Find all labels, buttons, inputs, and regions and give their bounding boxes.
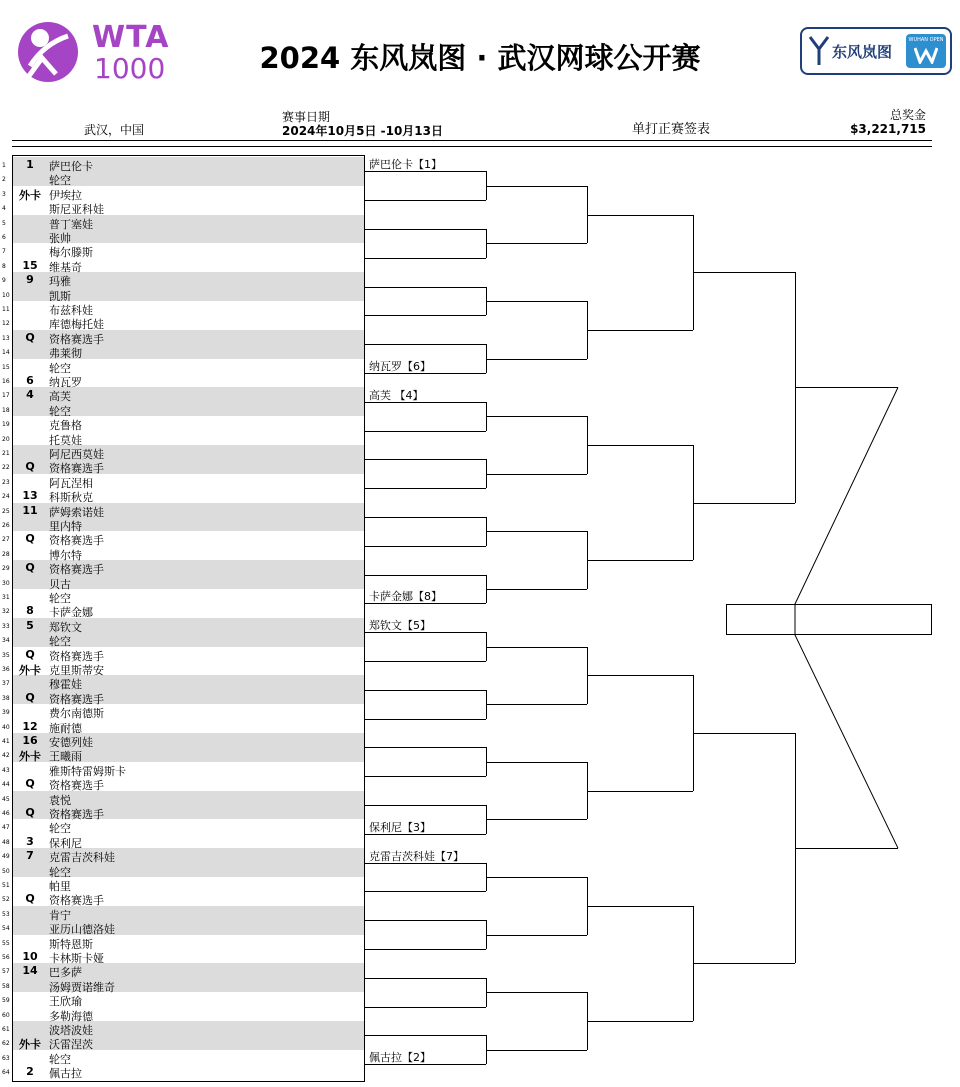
player-name: 卡萨金娜: [49, 606, 93, 620]
player-name: 克鲁格: [49, 419, 82, 433]
draw-position: 24: [2, 493, 10, 501]
wta-logo-level: 1000: [94, 52, 166, 85]
draw-type: 单打正赛签表: [632, 122, 711, 137]
draw-position: 47: [2, 824, 10, 832]
player-name: 安德列娃: [49, 736, 93, 749]
draw-position: 25: [2, 507, 10, 515]
player-name: 里内特: [49, 520, 82, 533]
draw-position: 8: [2, 262, 6, 270]
r2-player-label: 纳瓦罗【6】: [369, 360, 431, 373]
event-dates-label: 赛事日期: [282, 110, 331, 124]
draw-position: 57: [2, 968, 10, 976]
player-name: 玛雅: [49, 275, 71, 289]
seed-label: 外卡: [19, 188, 41, 202]
seed-label: 16: [22, 734, 38, 747]
seed-label: Q: [25, 806, 35, 819]
player-name: 高芙: [49, 390, 71, 404]
seed-label: 5: [26, 618, 34, 632]
draw-position: 6: [2, 234, 6, 241]
player-name: 资格赛选手: [49, 332, 104, 346]
seed-label: Q: [25, 532, 35, 546]
draw-position: 2: [2, 176, 6, 184]
player-name: 轮空: [49, 822, 71, 836]
draw-position: 14: [2, 349, 10, 357]
draw-position: 5: [2, 219, 6, 227]
draw-position: 55: [2, 939, 10, 947]
player-name: 阿尼西莫娃: [49, 448, 104, 461]
draw-position: 15: [2, 363, 10, 371]
draw-position: 35: [2, 651, 10, 659]
draw-position: 40: [2, 723, 10, 731]
champion-box: [726, 604, 932, 635]
draw-position: 49: [2, 853, 10, 861]
player-name: 资格赛选手: [49, 894, 104, 908]
draw-position: 60: [2, 1011, 10, 1019]
draw-position: 16: [2, 378, 10, 385]
draw-position: 7: [2, 248, 6, 256]
seed-label: 7: [26, 849, 34, 863]
player-name: 轮空: [49, 174, 71, 188]
player-name: 博尔特: [49, 548, 82, 562]
draw-position: 44: [2, 781, 10, 789]
player-name: 施耐德: [49, 721, 82, 735]
draw-position: 9: [2, 277, 6, 285]
draw-position: 51: [2, 882, 10, 889]
draw-position: 3: [2, 190, 6, 198]
player-name: 沃雷涅茨: [49, 1038, 93, 1052]
seed-label: 12: [22, 719, 38, 733]
r2-player-label: 郑钦文【5】: [369, 619, 431, 633]
seed-label: 13: [22, 489, 38, 503]
player-name: 阿瓦涅相: [49, 476, 93, 490]
seed-label: 1: [26, 158, 34, 171]
player-name: 纳瓦罗: [49, 376, 82, 389]
draw-position: 12: [2, 320, 10, 328]
seed-label: Q: [25, 690, 35, 704]
draw-position: 48: [2, 838, 10, 846]
seed-label: 11: [22, 503, 38, 517]
player-name: 佩古拉: [49, 1067, 82, 1081]
player-name: 汤姆贾诺维奇: [49, 980, 115, 994]
player-name: 帕里: [49, 880, 71, 893]
draw-position: 61: [2, 1026, 10, 1033]
draw-position: 63: [2, 1054, 10, 1062]
draw-position: 27: [2, 536, 10, 544]
draw-position: 34: [2, 637, 10, 645]
draw-position: 42: [2, 752, 10, 760]
seed-label: Q: [25, 460, 35, 474]
seed-label: 外卡: [19, 1038, 41, 1052]
seed-label: Q: [25, 892, 35, 906]
draw-position: 31: [2, 594, 10, 601]
seed-label: 外卡: [19, 750, 41, 764]
seed-label: 4: [26, 388, 34, 402]
seed-label: 外卡: [19, 664, 41, 677]
draw-position: 30: [2, 579, 10, 587]
player-name: 波塔波娃: [49, 1024, 93, 1037]
player-name: 轮空: [49, 361, 71, 375]
draw-position: 28: [2, 550, 10, 558]
player-name: 雅斯特雷姆斯卡: [49, 764, 126, 778]
player-name: 弗莱彻: [49, 347, 82, 361]
player-name: 资格赛选手: [49, 808, 104, 821]
draw-position: 41: [2, 738, 10, 745]
player-name: 张帅: [49, 232, 71, 245]
draw-position: 22: [2, 464, 10, 472]
prize-money-label: 总奖金: [889, 108, 926, 122]
r2-player-label: 萨巴伦卡【1】: [369, 158, 442, 172]
draw-position: 39: [2, 709, 10, 717]
page-title: 2024 东风岚图 · 武汉网球公开赛: [259, 41, 701, 75]
draw-position: 21: [2, 450, 10, 457]
draw-position: 36: [2, 666, 10, 673]
player-name: 肯宁: [49, 908, 71, 922]
draw-position: 29: [2, 565, 10, 573]
player-name: 穆霍娃: [49, 678, 82, 692]
player-name: 贝古: [49, 577, 71, 591]
draw-position: 1: [2, 162, 6, 169]
draw-position: 52: [2, 896, 10, 904]
player-name: 萨姆索诺娃: [49, 505, 104, 519]
player-name: 库德梅托娃: [49, 318, 104, 332]
draw-position: 20: [2, 435, 10, 443]
draw-position: 18: [2, 406, 10, 414]
r2-player-label: 克雷吉茨科娃【7】: [369, 849, 464, 863]
draw-position: 54: [2, 925, 10, 933]
player-name: 资格赛选手: [49, 779, 104, 793]
draw-position: 32: [2, 608, 10, 616]
draw-position: 13: [2, 334, 10, 342]
seed-label: 15: [22, 258, 38, 272]
event-location: 武汉，中国: [84, 123, 145, 137]
seed-label: 6: [26, 374, 34, 387]
r2-player-label: 高芙 【4】: [369, 388, 424, 402]
draw-position: 37: [2, 680, 10, 688]
player-name: 轮空: [49, 1052, 71, 1066]
draw-position: 45: [2, 795, 10, 803]
draw-position: 64: [2, 1069, 10, 1077]
wta-logo-text: WTA: [92, 20, 170, 55]
seed-label: Q: [25, 777, 35, 791]
draw-position: 19: [2, 421, 10, 429]
draw-position: 62: [2, 1040, 10, 1048]
player-name: 轮空: [49, 592, 71, 605]
player-name: 维基奇: [49, 260, 82, 274]
r2-player-label: 佩古拉【2】: [369, 1051, 431, 1065]
player-name: 伊埃拉: [49, 188, 82, 202]
seed-label: 3: [26, 834, 34, 848]
player-name: 托莫娃: [49, 433, 82, 447]
player-name: 袁悦: [49, 793, 71, 807]
draw-position: 56: [2, 954, 10, 961]
seed-label: Q: [25, 561, 35, 575]
draw-position: 23: [2, 478, 10, 486]
seed-label: Q: [25, 330, 35, 344]
sponsor-logo-text: 东风岚图: [832, 43, 893, 61]
player-name: 保利尼: [49, 836, 82, 850]
r2-player-label: 卡萨金娜【8】: [369, 590, 442, 604]
player-name: 资格赛选手: [49, 462, 104, 476]
draw-position: 4: [2, 205, 6, 213]
player-name: 亚历山德洛娃: [49, 923, 115, 937]
player-name: 克里斯蒂安: [49, 664, 104, 677]
wuhan-open-badge-text: WUHAN OPEN: [908, 37, 944, 43]
draw-position: 10: [2, 291, 10, 299]
seed-label: 14: [22, 964, 38, 978]
draw-position: 59: [2, 997, 10, 1005]
draw-position: 17: [2, 392, 10, 400]
player-name: 卡林斯卡娅: [49, 952, 104, 965]
draw-position: 11: [2, 306, 10, 313]
player-name: 轮空: [49, 635, 71, 649]
player-name: 费尔南德斯: [49, 707, 104, 721]
player-name: 多勒海德: [49, 1009, 93, 1023]
draw-position: 50: [2, 867, 10, 875]
draw-position: 43: [2, 766, 10, 774]
prize-money-value: $3,221,715: [850, 122, 926, 136]
player-name: 斯特恩斯: [49, 937, 93, 951]
player-name: 轮空: [49, 404, 71, 418]
player-name: 梅尔滕斯: [49, 246, 93, 260]
event-dates-value: 2024年10月5日 -10月13日: [282, 124, 444, 138]
player-name: 布兹科娃: [49, 304, 93, 317]
player-name: 克雷吉茨科娃: [49, 851, 115, 865]
r2-player-label: 保利尼【3】: [369, 820, 431, 834]
seed-label: Q: [25, 647, 35, 661]
player-name: 轮空: [49, 865, 71, 879]
player-name: 资格赛选手: [49, 563, 104, 577]
player-name: 萨巴伦卡: [49, 160, 93, 173]
player-name: 资格赛选手: [49, 692, 104, 706]
seed-label: 9: [26, 273, 34, 287]
player-name: 斯尼亚科娃: [49, 203, 104, 217]
player-name: 资格赛选手: [49, 534, 104, 548]
seed-label: 2: [26, 1065, 34, 1079]
player-name: 郑钦文: [49, 620, 82, 634]
draw-position: 38: [2, 694, 10, 702]
player-name: 凯斯: [49, 289, 71, 303]
draw-position: 58: [2, 982, 10, 990]
seed-label: 8: [26, 604, 34, 618]
player-name: 王曦雨: [49, 750, 82, 764]
player-name: 普丁塞娃: [49, 217, 93, 231]
player-name: 资格赛选手: [49, 649, 104, 663]
seed-label: 10: [22, 950, 38, 963]
draw-position: 33: [2, 622, 10, 630]
player-name: 王欣瑜: [49, 995, 82, 1009]
player-name: 科斯秋克: [49, 491, 93, 505]
player-name: 巴多萨: [49, 966, 82, 980]
draw-position: 46: [2, 810, 10, 817]
draw-position: 53: [2, 910, 10, 918]
draw-position: 26: [2, 522, 10, 529]
